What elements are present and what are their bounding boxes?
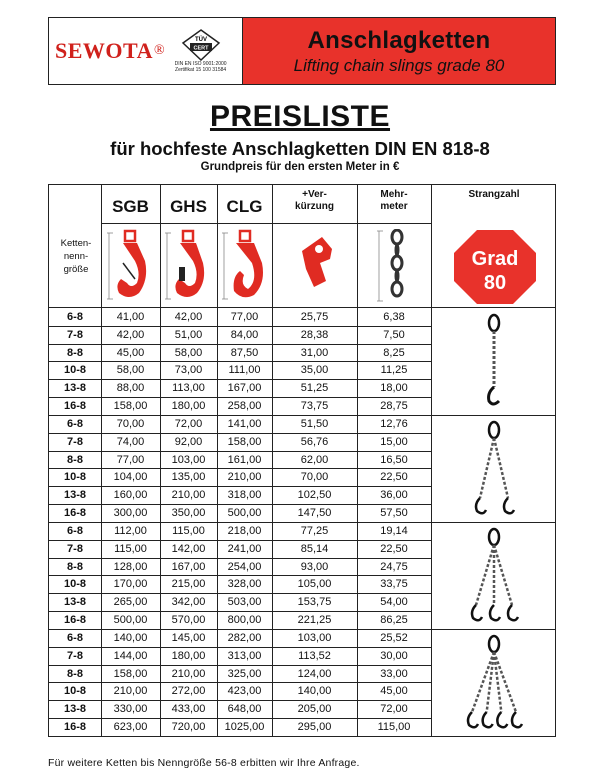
price-cell: 102,50 — [297, 489, 332, 502]
table-row — [49, 612, 431, 630]
price-cell: 124,00 — [297, 667, 332, 680]
price-cell: 8,25 — [383, 346, 405, 359]
tuv-seal-icon — [181, 29, 221, 61]
sgb-hook-icon — [105, 227, 157, 303]
price-cell: 258,00 — [227, 400, 262, 412]
row-chain-size: 10-8 — [63, 685, 87, 698]
price-cell: 85,14 — [300, 542, 329, 555]
price-cell: 16,50 — [380, 453, 408, 466]
price-cell: 113,00 — [172, 382, 205, 395]
price-cell: 500,00 — [113, 614, 148, 626]
price-cell: 42,00 — [174, 311, 203, 323]
price-cell: 19,14 — [380, 525, 408, 537]
col-divider — [217, 185, 218, 736]
tuv-label: TÜV — [194, 37, 207, 43]
price-cell: 218,00 — [227, 525, 262, 537]
row-chain-size: 6-8 — [67, 525, 83, 537]
table-row — [49, 505, 431, 523]
strand-1-sling-icon — [431, 309, 557, 415]
strand-3-sling-icon — [431, 523, 557, 629]
price-cell: 41,00 — [116, 311, 145, 323]
col-mehrmeter — [357, 189, 431, 213]
price-cell: 92,00 — [174, 435, 203, 448]
price-cell: 265,00 — [113, 596, 148, 609]
row-chain-size: 13-8 — [63, 382, 87, 395]
price-cell: 11,25 — [380, 364, 408, 377]
strand-4-sling-icon — [431, 630, 557, 736]
price-cell: 33,75 — [380, 578, 408, 591]
price-cell: 180,00 — [171, 400, 206, 412]
grade-80-sign-icon — [453, 229, 537, 305]
row-chain-size: 7-8 — [67, 328, 83, 341]
price-cell: 36,00 — [380, 489, 408, 502]
price-cell: 35,00 — [300, 364, 329, 377]
price-cell: 161,00 — [227, 453, 262, 466]
row-chain-size: 7-8 — [67, 542, 83, 555]
col-verkuerzung-line1: +Ver- — [302, 189, 327, 200]
table-row — [49, 398, 431, 416]
price-cell: 140,00 — [113, 632, 148, 644]
price-cell: 104,00 — [113, 471, 148, 484]
price-cell: 167,00 — [171, 560, 206, 573]
kettennenn-line3: größe — [63, 264, 89, 275]
price-cell: 221,25 — [297, 614, 332, 626]
price-cell: 135,00 — [171, 471, 206, 484]
price-cell: 205,00 — [297, 703, 332, 716]
price-cell: 210,00 — [171, 667, 206, 680]
header-divider — [101, 223, 431, 224]
row-chain-size: 10-8 — [63, 471, 87, 484]
price-cell: 77,00 — [230, 311, 259, 323]
price-cell: 58,00 — [174, 346, 203, 359]
ghs-hook-icon — [163, 227, 215, 303]
price-cell: 141,00 — [227, 418, 262, 430]
row-chain-size: 8-8 — [67, 346, 83, 359]
grade-sign-line2: 80 — [483, 272, 507, 294]
row-chain-size: 13-8 — [63, 703, 87, 716]
cert-label: CERT — [193, 45, 209, 52]
price-cell: 254,00 — [227, 560, 262, 573]
col-mehrmeter-line1: Mehr- — [380, 189, 408, 200]
price-cell: 1025,00 — [224, 721, 265, 733]
header-title: Anschlagketten — [307, 26, 491, 54]
table-row — [49, 701, 431, 719]
strand-group-4 — [49, 630, 555, 737]
row-chain-size: 8-8 — [67, 560, 83, 573]
price-cell: 147,50 — [297, 507, 332, 519]
tuv-cert-seal — [173, 23, 229, 79]
shortening-hook-icon — [292, 229, 340, 303]
row-chain-size: 10-8 — [63, 364, 87, 377]
price-cell: 720,00 — [171, 721, 206, 733]
col-divider — [272, 185, 273, 736]
price-cell: 623,00 — [113, 721, 148, 733]
price-cell: 70,00 — [116, 418, 145, 430]
price-cell: 330,00 — [113, 703, 148, 716]
price-cell: 350,00 — [171, 507, 206, 519]
price-cell: 142,00 — [171, 542, 206, 555]
col-clg: CLG — [226, 197, 263, 216]
row-chain-size: 6-8 — [67, 632, 83, 644]
cert-number: Zertifikat 15 100 31584 — [175, 67, 227, 73]
row-chain-size: 13-8 — [63, 596, 87, 609]
price-cell: 313,00 — [227, 649, 262, 662]
price-cell: 77,25 — [300, 525, 329, 537]
price-cell: 210,00 — [171, 489, 206, 502]
price-cell: 318,00 — [227, 489, 262, 502]
col-verkuerzung-line2: kürzung — [295, 201, 334, 212]
price-cell: 570,00 — [171, 614, 206, 626]
price-cell: 500,00 — [227, 507, 262, 519]
price-cell: 210,00 — [227, 471, 262, 484]
table-row — [49, 523, 431, 541]
price-cell: 51,25 — [300, 382, 329, 395]
table-row — [49, 345, 431, 363]
table-row — [49, 559, 431, 577]
table-row — [49, 648, 431, 666]
price-cell: 103,00 — [297, 632, 332, 644]
price-cell: 77,00 — [116, 453, 145, 466]
price-cell: 25,52 — [380, 632, 408, 644]
price-cell: 158,00 — [113, 667, 148, 680]
price-cell: 62,00 — [300, 453, 329, 466]
grade-sign-line1: Grad — [471, 248, 519, 270]
table-row — [49, 630, 431, 648]
row-chain-size: 8-8 — [67, 667, 83, 680]
col-divider — [357, 185, 358, 736]
price-cell: 160,00 — [113, 489, 148, 502]
price-cell: 51,00 — [174, 328, 203, 341]
price-cell: 15,00 — [380, 435, 408, 448]
brand-logo: SEWOTA — [55, 38, 153, 63]
price-cell: 241,00 — [227, 542, 262, 555]
col-strangzahl: Strangzahl — [468, 189, 520, 200]
price-cell: 73,00 — [174, 364, 203, 377]
row-chain-size: 8-8 — [67, 453, 83, 466]
price-cell: 115,00 — [377, 721, 411, 733]
price-cell: 210,00 — [113, 685, 148, 698]
table-row — [49, 683, 431, 701]
price-cell: 22,50 — [380, 471, 408, 484]
price-cell: 57,50 — [380, 507, 408, 519]
price-cell: 295,00 — [297, 721, 332, 733]
price-cell: 158,00 — [113, 400, 148, 412]
strand-group-3 — [49, 523, 555, 630]
price-cell: 33,00 — [380, 667, 408, 680]
price-cell: 503,00 — [227, 596, 262, 609]
price-cell: 18,00 — [380, 382, 408, 395]
price-cell: 300,00 — [113, 507, 148, 519]
row-chain-size: 13-8 — [63, 489, 87, 502]
price-cell: 105,00 — [297, 578, 332, 591]
table-row — [49, 469, 431, 487]
price-cell: 180,00 — [171, 649, 206, 662]
price-cell: 25,75 — [300, 311, 329, 323]
table-row — [49, 434, 431, 452]
price-cell: 73,75 — [300, 400, 329, 412]
price-table — [48, 184, 556, 737]
price-cell: 800,00 — [227, 614, 262, 626]
price-cell: 74,00 — [116, 435, 145, 448]
price-cell: 45,00 — [116, 346, 145, 359]
price-cell: 7,50 — [383, 328, 405, 341]
price-cell: 84,00 — [230, 328, 259, 341]
price-cell: 140,00 — [297, 685, 332, 698]
price-cell: 111,00 — [228, 364, 261, 377]
price-cell: 28,75 — [380, 400, 408, 412]
price-cell: 45,00 — [380, 685, 408, 698]
price-cell: 113,52 — [298, 649, 331, 662]
price-cell: 153,75 — [297, 596, 332, 609]
price-cell: 342,00 — [171, 596, 206, 609]
price-cell: 86,25 — [380, 614, 408, 626]
price-cell: 115,00 — [114, 542, 147, 555]
price-note: Grundpreis für den ersten Meter in € — [200, 161, 400, 173]
footer-note: Für weitere Ketten bis Nenngröße 56-8 erbitten wir Ihre Anfrage. — [48, 757, 360, 769]
price-cell: 128,00 — [113, 560, 148, 573]
col-mehrmeter-line2: meter — [380, 201, 408, 212]
price-cell: 167,00 — [227, 382, 262, 395]
price-cell: 145,00 — [171, 632, 206, 644]
price-cell: 103,00 — [171, 453, 206, 466]
row-chain-size: 16-8 — [63, 721, 87, 733]
title-box — [243, 18, 555, 84]
price-cell: 170,00 — [113, 578, 148, 591]
price-cell: 282,00 — [227, 632, 262, 644]
header — [48, 17, 556, 85]
price-cell: 30,00 — [380, 649, 408, 662]
price-cell: 12,76 — [380, 418, 408, 430]
price-cell: 158,00 — [227, 435, 262, 448]
row-chain-size: 16-8 — [63, 507, 87, 519]
chain-meter-icon — [375, 229, 415, 303]
price-cell: 112,00 — [114, 525, 147, 537]
table-row — [49, 666, 431, 684]
table-row — [49, 362, 431, 380]
row-chain-size: 16-8 — [63, 400, 87, 412]
strand-group-1 — [49, 309, 555, 416]
price-cell: 72,00 — [380, 703, 408, 716]
price-cell: 42,00 — [116, 328, 145, 341]
clg-hook-icon — [220, 227, 272, 303]
price-cell: 51,50 — [300, 418, 329, 430]
table-row — [49, 487, 431, 505]
price-cell: 115,00 — [172, 525, 205, 537]
page-title: PREISLISTE — [209, 100, 391, 133]
row-chain-size: 7-8 — [67, 649, 83, 662]
price-cell: 24,75 — [380, 560, 408, 573]
col-kettennenngroesse — [51, 237, 101, 276]
price-cell: 31,00 — [300, 346, 329, 359]
price-cell: 54,00 — [380, 596, 408, 609]
price-cell: 325,00 — [227, 667, 262, 680]
col-verkuerzung — [272, 189, 357, 213]
table-row — [49, 327, 431, 345]
price-cell: 328,00 — [227, 578, 262, 591]
price-cell: 93,00 — [300, 560, 329, 573]
row-chain-size: 16-8 — [63, 614, 87, 626]
col-divider — [160, 185, 161, 736]
row-chain-size: 10-8 — [63, 578, 87, 591]
table-row — [49, 541, 431, 559]
price-cell: 648,00 — [227, 703, 262, 716]
logo-box — [49, 18, 243, 84]
row-chain-size: 6-8 — [67, 311, 83, 323]
table-row — [49, 309, 431, 327]
header-subtitle: Lifting chain slings grade 80 — [293, 55, 505, 75]
col-ghs: GHS — [170, 197, 207, 216]
col-divider — [431, 185, 432, 736]
price-cell: 144,00 — [113, 649, 148, 662]
price-cell: 88,00 — [116, 382, 145, 395]
price-cell: 87,50 — [230, 346, 259, 359]
strand-2-sling-icon — [431, 416, 557, 522]
table-header — [49, 185, 555, 308]
price-cell: 433,00 — [171, 703, 206, 716]
price-cell: 423,00 — [227, 685, 262, 698]
strand-group-2 — [49, 416, 555, 523]
page-subtitle: für hochfeste Anschlagketten DIN EN 818-8 — [110, 138, 490, 159]
cert-norm: DIN EN ISO 9001:2000 — [174, 61, 227, 67]
price-cell: 22,50 — [380, 542, 408, 555]
table-row — [49, 416, 431, 434]
price-cell: 28,38 — [300, 328, 329, 341]
price-cell: 56,76 — [300, 435, 329, 448]
registered-mark: ® — [153, 43, 165, 58]
row-chain-size: 6-8 — [67, 418, 83, 430]
col-divider — [101, 185, 102, 736]
price-cell: 58,00 — [116, 364, 145, 377]
price-cell: 6,38 — [383, 311, 405, 323]
table-row — [49, 719, 431, 737]
kettennenn-line1: Ketten- — [60, 238, 92, 249]
table-row — [49, 594, 431, 612]
table-row — [49, 576, 431, 594]
kettennenn-line2: nenn- — [63, 251, 89, 262]
price-cell: 72,00 — [174, 418, 203, 430]
price-cell: 215,00 — [171, 578, 206, 591]
table-row — [49, 452, 431, 470]
row-chain-size: 7-8 — [67, 435, 83, 448]
price-cell: 70,00 — [300, 471, 329, 484]
table-row — [49, 380, 431, 398]
col-sgb: SGB — [112, 197, 149, 216]
price-cell: 272,00 — [171, 685, 206, 698]
